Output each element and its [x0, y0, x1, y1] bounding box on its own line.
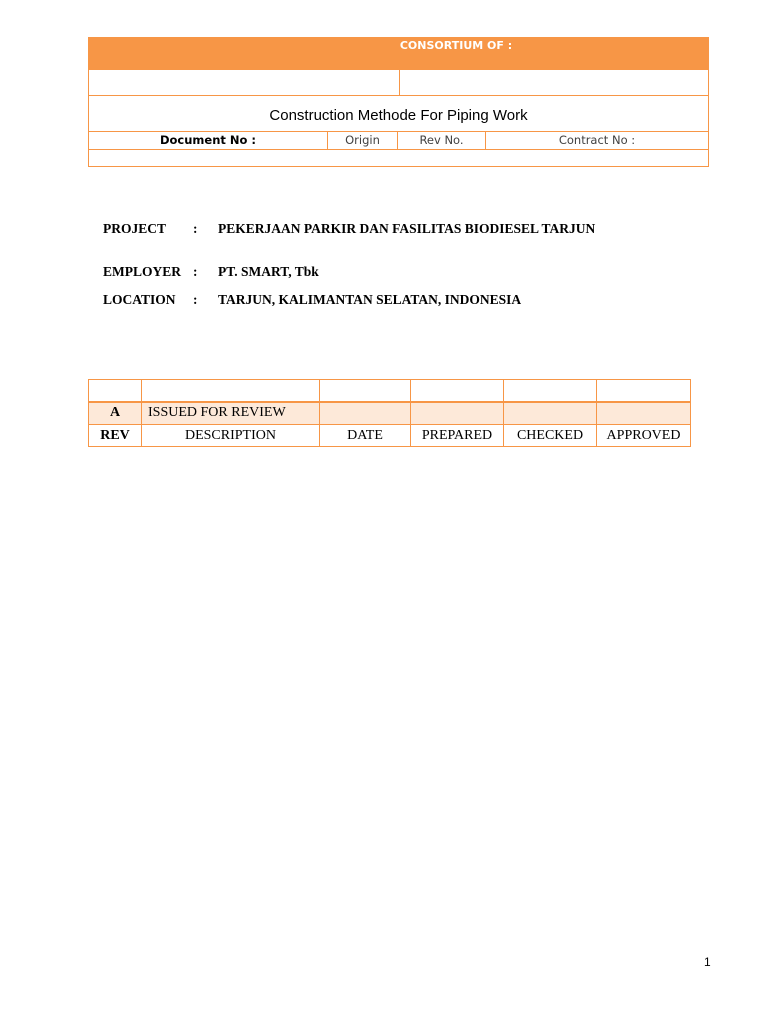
consortium-bar	[89, 38, 708, 70]
consortium-label: CONSORTIUM OF :	[399, 39, 513, 52]
document-header	[88, 37, 709, 167]
document-meta-row	[89, 132, 708, 150]
date-cell	[320, 402, 411, 425]
document-no-label: Document No :	[89, 132, 328, 149]
employer-label: EMPLOYER	[103, 264, 182, 279]
approved-header: APPROVED	[597, 425, 691, 447]
blank-cell	[89, 380, 142, 402]
origin-label: Origin	[328, 132, 398, 149]
project-colon: :	[193, 221, 198, 236]
header-blank-row	[89, 150, 708, 166]
logo-cell-left	[89, 70, 400, 95]
date-header: DATE	[320, 425, 411, 447]
employer-colon: :	[193, 264, 198, 279]
logo-cell-right	[400, 70, 708, 95]
checked-cell	[504, 402, 597, 425]
checked-header: CHECKED	[504, 425, 597, 447]
revision-blank-row	[89, 380, 691, 402]
description-header: DESCRIPTION	[142, 425, 320, 447]
rev-cell: A	[89, 402, 142, 425]
prepared-header: PREPARED	[411, 425, 504, 447]
revision-table	[88, 379, 691, 447]
prepared-cell	[411, 402, 504, 425]
project-label: PROJECT	[103, 221, 167, 236]
logo-row	[89, 70, 708, 96]
employer-value: PT. SMART, Tbk	[218, 264, 319, 279]
blank-cell	[142, 380, 320, 402]
revision-header-row	[89, 425, 691, 447]
description-cell: ISSUED FOR REVIEW	[142, 402, 320, 425]
blank-cell	[504, 380, 597, 402]
rev-header: REV	[89, 425, 142, 447]
contract-no-label: Contract No :	[558, 133, 636, 147]
approved-cell	[597, 402, 691, 425]
blank-cell	[597, 380, 691, 402]
location-label: LOCATION	[103, 292, 176, 307]
location-colon: :	[193, 292, 198, 307]
revision-row-a	[89, 402, 691, 425]
blank-cell	[320, 380, 411, 402]
blank-cell	[411, 380, 504, 402]
project-value: PEKERJAAN PARKIR DAN FASILITAS BIODIESEL TARJUN	[218, 221, 596, 236]
page-number: 1	[704, 955, 711, 969]
document-title: Construction Methode For Piping Work	[89, 96, 708, 132]
rev-no-label: Rev No.	[398, 132, 486, 149]
location-value: TARJUN, KALIMANTAN SELATAN, INDONESIA	[218, 292, 522, 307]
